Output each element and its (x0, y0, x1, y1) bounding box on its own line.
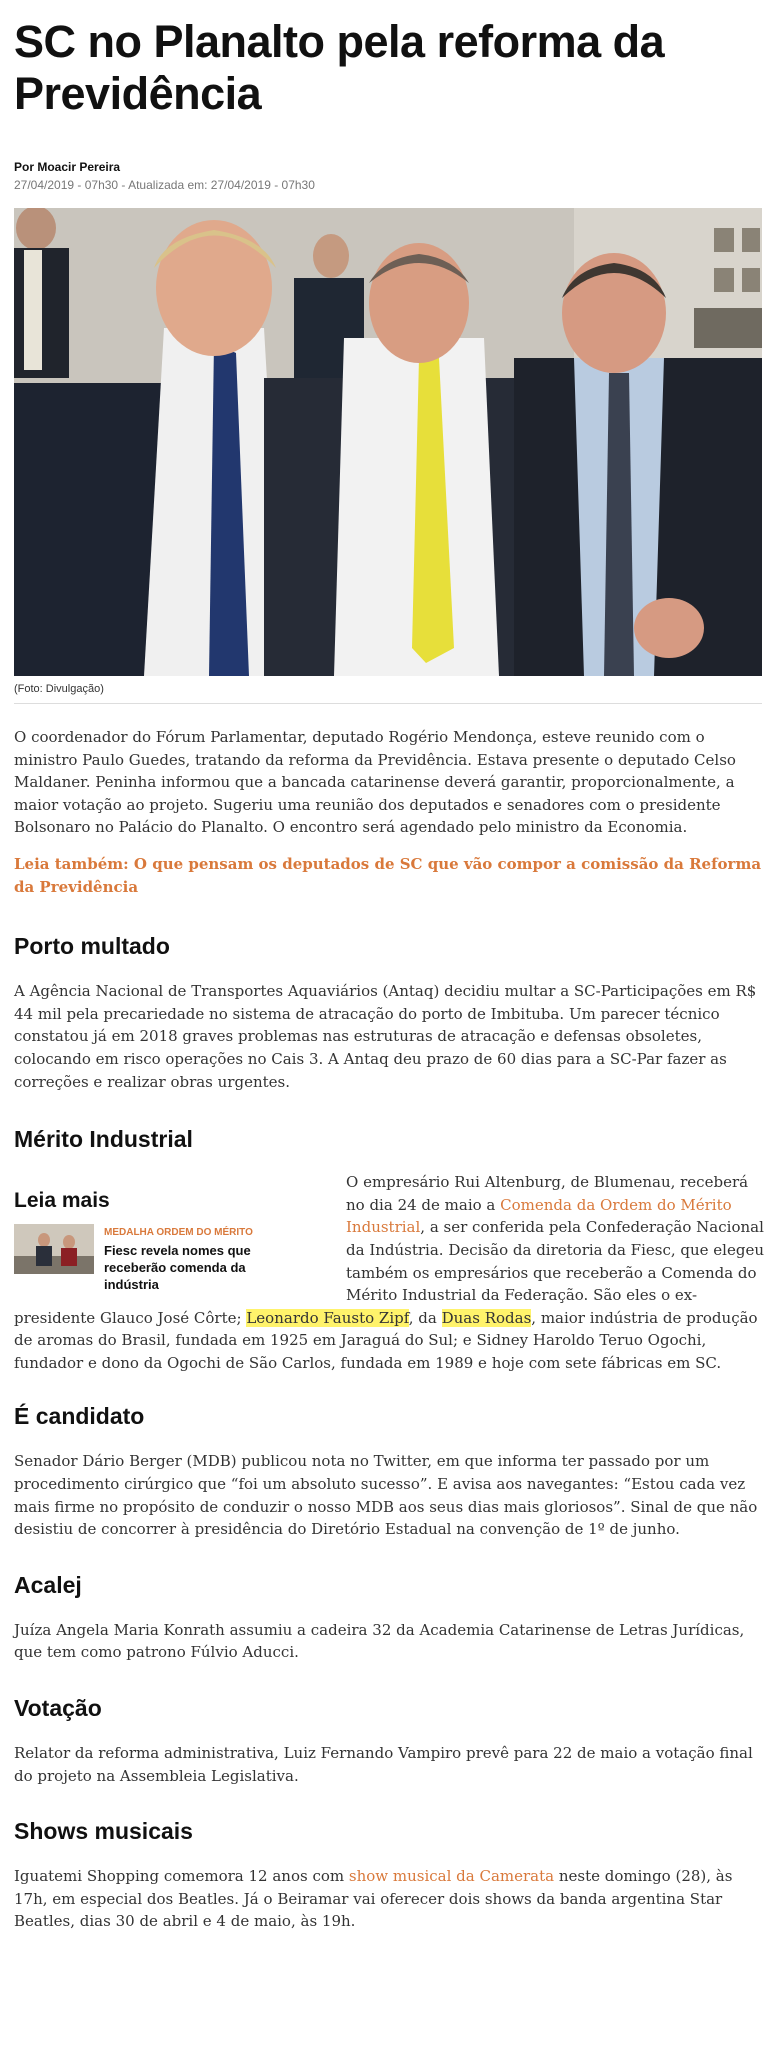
section-text-porto: A Agência Nacional de Transportes Aquaviários (Antaq) decidiu multar a SC-Participações em R$ 44 mil pela precariedade no sistema de atracação do porto de Imbituba. Um parecer técnico constatou já em 2018 graves problemas nas estruturas de atracação e defensas obsoletes, colocando em risco operações no Cais 3. A Antaq deu prazo de 60 dias para a SC-Par fazer as correções e realizar obras urgentes. (14, 982, 757, 1091)
highlight-leonardo: Leonardo Fausto Zipf (246, 1308, 409, 1327)
merito-text-4: , maior indústria de produção de aromas do Brasil, fundada em 1925 em Jaraguá do Sul; e Sidney Haroldo Teruo Ogochi, fundador e dono da Ogochi de São Carlos, fundada em 1989 e hoje com sete fábricas em SC. (14, 1308, 758, 1372)
camerata-link[interactable]: show musical da Camerata (348, 1867, 555, 1886)
comenda-link[interactable]: Comenda da Ordem do Mérito Industrial (346, 1195, 732, 1237)
section-merito (14, 1171, 766, 1374)
thumbnail-illustration (14, 1224, 94, 1274)
highlight-duas-rodas: Duas Rodas (441, 1308, 532, 1327)
section-heading-porto: Porto multado (14, 933, 170, 960)
read-more-kicker: MEDALHA ORDEM DO MÉRITO (104, 1227, 253, 1239)
author-byline[interactable]: Por Moacir Pereira (14, 160, 121, 174)
section-heading-merito: Mérito Industrial (14, 1126, 193, 1153)
shows-text-1: Iguatemi Shopping comemora 12 anos com (14, 1867, 349, 1886)
section-heading-acalej: Acalej (14, 1571, 82, 1598)
read-more-thumbnail[interactable] (14, 1224, 94, 1274)
article (14, 0, 766, 1933)
read-more-box (14, 1171, 334, 1293)
page-title: SC no Planalto pela reforma da Previdência (14, 16, 665, 119)
read-also-link[interactable]: Leia também: O que pensam os deputados de SC que vão compor a comissão da Reforma da Previdência (14, 854, 762, 896)
section-text-votacao: Relator da reforma administrativa, Luiz Fernando Vampiro prevê para 22 de maio a votação final do projeto na Assembleia Legislativa. (14, 1744, 753, 1785)
read-more-title: Leia mais (14, 1189, 110, 1213)
section-heading-shows: Shows musicais (14, 1818, 193, 1845)
shows-text-2: neste domingo (28), às 17h, em especial dos Beatles. Já o Beiramar vai oferecer dois shows da banda argentina Star Beatles, dias 30 de abril e 4 de maio, às 19h. (14, 1867, 733, 1931)
photo-illustration (14, 208, 762, 676)
section-heading-candidato: É candidato (14, 1403, 145, 1430)
intro-paragraph: O coordenador do Fórum Parlamentar, deputado Rogério Mendonça, esteve reunido com o ministro Paulo Guedes, tratando da reforma da Previdência. Estava presente o deputado Celso Maldaner. Peninha informou que a bancada catarinense deverá garantir, proporcionalmente, a maior votação ao projeto. Sugeriu uma reunião dos deputados e senadores com o presidente Bolsonaro no Palácio do Planalto. O encontro será agendado pelo ministro da Economia. (14, 728, 736, 837)
merito-text-1: O empresário Rui Altenburg, de Blumenau, receberá no dia 24 de maio a (346, 1173, 749, 1214)
read-more-text (104, 1224, 264, 1293)
section-text-shows (14, 1865, 766, 1933)
merito-text-2: , a ser conferida pela Confederação Nacional da Indústria. Decisão da diretoria da Fiesc, que elegeu também os empresários que receberão a Comenda do Mérito Industrial da Federação. São eles o ex-presidente Glauco José Côrte; (14, 1218, 765, 1327)
section-heading-votacao: Votação (14, 1695, 102, 1722)
section-text-candidato: Senador Dário Berger (MDB) publicou nota no Twitter, em que informa ter passado por um procedimento cirúrgico que “foi um absoluto sucesso”. E avisa aos navegantes: “Estou cada vez mais firme no propósito de conduzir o nosso MDB aos seus dias mais gloriosos”. Sinal de que não desistiu de concorrer à presidência do Diretório Estadual na convenção de 1º de junho. (14, 1452, 758, 1539)
publish-date: 27/04/2019 - 07h30 - Atualizada em: 27/04/2019 - 07h30 (14, 178, 315, 192)
merito-text-3: , da (408, 1308, 442, 1327)
section-text-acalej: Juíza Angela Maria Konrath assumiu a cadeira 32 da Academia Catarinense de Letras Jurídicas, que tem como patrono Fúlvio Aducci. (14, 1620, 745, 1662)
read-more-headline[interactable]: Fiesc revela nomes que receberão comenda da indústria (104, 1243, 251, 1293)
read-more-card[interactable] (14, 1224, 334, 1293)
photo-caption: (Foto: Divulgação) (14, 683, 762, 704)
article-photo (14, 208, 762, 676)
